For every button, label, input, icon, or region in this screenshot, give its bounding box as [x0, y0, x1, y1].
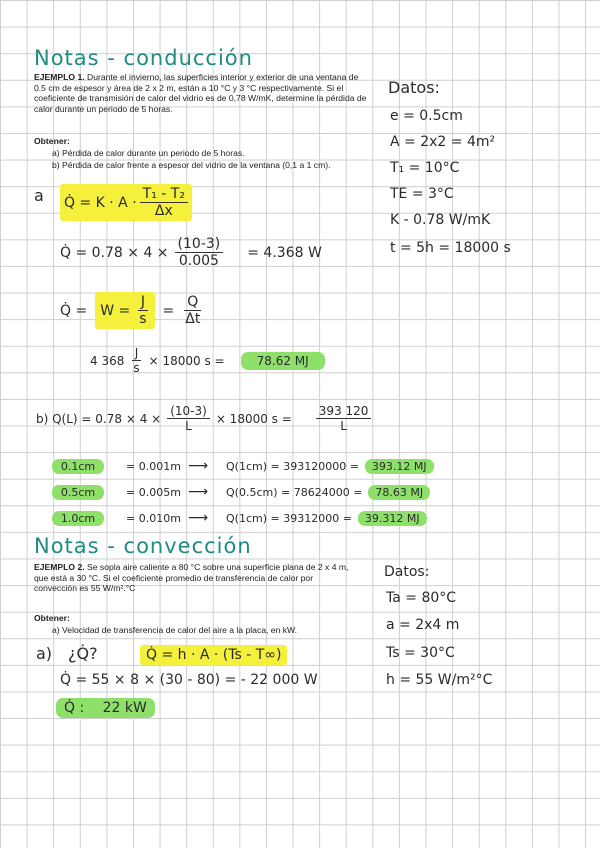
datos-1-line: t = 5h = 18000 s [390, 240, 511, 256]
datos-1-line: A = 2x2 = 4m² [390, 134, 496, 150]
energy-mid: × 18000 s = [148, 353, 225, 368]
datos-2-line: a = 2x4 m [386, 617, 460, 633]
arrow-icon: ⟶ [188, 510, 209, 526]
thickness-meters: = 0.010m [126, 511, 181, 525]
heat-loss-expr: Q(1cm) = 39312000 = [226, 511, 352, 525]
thickness-value: 0.5cm [52, 485, 104, 500]
part-b-den: L [185, 419, 192, 433]
result-lhs: Q̇ : [64, 700, 85, 716]
datos-2-line: h = 55 W/m²°C [386, 672, 493, 688]
part-b-formula [36, 404, 371, 433]
arrow-icon: ⟶ [188, 458, 209, 474]
thickness-value: 0.1cm [52, 459, 104, 474]
heat-flow-formula [60, 184, 192, 221]
obtener-label-2: Obtener: [34, 613, 70, 623]
heat-loss-expr: Q(0.5cm) = 78624000 = [226, 485, 363, 499]
part-b-mid: × 18000 s = [215, 411, 292, 426]
conv-question: ¿Q̇? [68, 644, 98, 663]
formula-lhs: Q̇ = K · A · [64, 194, 137, 211]
thickness-value: 1.0cm [52, 511, 104, 526]
thickness-row [52, 484, 430, 500]
energy-num: J [132, 346, 142, 361]
obtener-item-b: b) Pérdida de calor frente a espesor del vidrio de la ventana (0,1 a 1 cm). [52, 160, 331, 170]
convection-calc: Q̇ = 55 × 8 × (30 - 80) = - 22 000 W [60, 672, 318, 688]
units-lhs: Q̇ = [60, 302, 88, 319]
datos-2-line: Ts = 30°C [386, 645, 455, 661]
datos-1-line: K - 0.78 W/mK [390, 212, 491, 228]
thickness-row [52, 510, 427, 526]
calc-result: = 4.368 W [247, 244, 322, 261]
formula-numerator: T₁ - T₂ [140, 186, 188, 203]
example-2-statement [34, 562, 356, 594]
datos-title-2: Datos: [384, 564, 430, 580]
energy-result: 78.62 MJ [241, 352, 325, 370]
result-value: 22 kW [102, 700, 147, 716]
obtener-item-conv-a: a) Velocidad de transferencia de calor del aire a la placa, en kW. [52, 625, 298, 635]
example-1-statement [34, 72, 368, 114]
conv-part-a-label: a) [36, 644, 53, 663]
energy-den: s [133, 361, 140, 375]
part-b-num: (10-3) [167, 404, 210, 419]
example-2-text: Se sopla aire caliente a 80 °C sobre una superficie plana de 2 x 4 m, que está a 30 °C. Si el coeficiente promedio de transferencia de calor por convección es 55 W/m².°C [34, 562, 349, 594]
obtener-item-a: a) Pérdida de calor durante un periodo de 5 horas. [52, 148, 245, 158]
calc-numerator: (10-3) [175, 236, 224, 253]
heat-flow-calc [60, 236, 322, 269]
arrow-icon: ⟶ [188, 484, 209, 500]
convection-formula: Q̇ = h · A · (Ts - T∞) [140, 645, 287, 665]
part-b-lhs: b) Q(L) = 0.78 × 4 × [36, 411, 162, 426]
datos-1-line: T₁ = 10°C [390, 160, 460, 176]
calc-lhs: Q̇ = 0.78 × 4 × [60, 244, 169, 261]
heat-loss-expr: Q(1cm) = 393120000 = [226, 459, 359, 473]
page-title-conduccion: Notas - conducción [34, 46, 253, 70]
units-eq: = [162, 302, 175, 319]
example-1-label: EJEMPLO 1. [34, 72, 85, 82]
obtener-label-1: Obtener: [34, 136, 70, 146]
heat-loss-result: 393.12 MJ [365, 459, 434, 474]
units-relation [60, 292, 203, 329]
thickness-meters: = 0.005m [126, 485, 181, 499]
units-den2: Δt [185, 311, 201, 327]
page-title-conveccion: Notas - convección [34, 534, 252, 558]
energy-calc [90, 346, 325, 375]
units-w: W = [100, 302, 131, 319]
part-b-den2: L [340, 419, 347, 433]
units-den: s [139, 311, 147, 327]
units-num: J [138, 294, 148, 311]
formula-denominator: Δx [154, 203, 173, 219]
calc-denominator: 0.005 [178, 253, 219, 269]
datos-1-line: TE = 3°C [390, 186, 454, 202]
datos-title-1: Datos: [388, 78, 440, 97]
datos-1-line: e = 0.5cm [390, 108, 463, 124]
units-num2: Q [184, 294, 201, 311]
thickness-row [52, 458, 434, 474]
thickness-meters: = 0.001m [126, 459, 181, 473]
datos-2-line: Ta = 80°C [386, 590, 457, 606]
convection-result [56, 700, 155, 716]
energy-lhs: 4 368 [90, 353, 125, 368]
heat-loss-result: 39.312 MJ [358, 511, 427, 526]
example-2-label: EJEMPLO 2. [34, 562, 85, 572]
example-1-text: Durante el invierno, las superficies interior y exterior de una ventana de 0.5 cm de espesor y área de 2 x 2 m, están a 10 °C y 3 °C respectivamente. Si el coeficiente de transmisión de calor del vidrio es de 0,78 W/mK, determine la pérdida de calor durante un periodo de 5 horas. [34, 72, 367, 114]
part-a-label: a [34, 186, 44, 205]
part-b-num2: 393 120 [316, 404, 372, 419]
heat-loss-result: 78.63 MJ [368, 485, 430, 500]
